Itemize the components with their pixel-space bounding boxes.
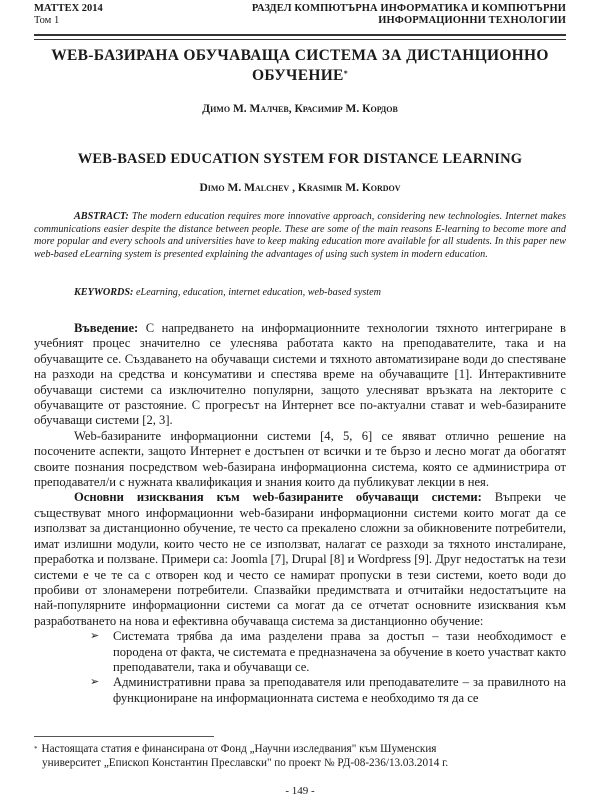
section-line-1: РАЗДЕЛ КОМПЮТЪРНА ИНФОРМАТИКА И КОМПЮТЪРНИ (251, 3, 566, 14)
requirements-heading: Основни изисквания към web-базираните обучаващи системи: (74, 490, 482, 505)
list-item: ➢ Административни права за преподавателя или преподавателите – за правилното на функциониране на информационната система е необходимо тя да се (90, 675, 566, 705)
requirements-list (34, 629, 566, 706)
footnote-mark: * (34, 745, 38, 753)
paper-page (34, 0, 566, 800)
header-journal-block (34, 3, 103, 27)
authors-bulgarian: Димо М. Малчев, Красимир М. Кордов (202, 103, 398, 115)
footnote-ref-mark[interactable]: * (343, 69, 348, 78)
paragraph-requirements: Основни изисквания към web-базираните обучаващи системи: Въпреки че съществуват много информационни web-базирани информационни системи които могат да се използват за дистанционно обучение, те често са прекалено сложни за обикновените потребители, имат излишни модули, които често не се използват, налагат се разходи за тяхното инсталиране, преработка и ползване. Примери са: Joomla [7], Drupal [8] и Wordpress [9]. Друг недостатък на тези системи е че те са с отворен код и често се намират пропуски в тези системи, което води до пробиви от злонамерени потребители. Спазвайки предимствата и отчитайки недостатъците на най-популярните информационни системи са могат да се отчетат основните изисквания към разработването на нова и ефективна обучаваща система за дистанционно обучение: (34, 490, 566, 628)
page-number: - 149 - (285, 785, 315, 797)
keywords-text: eLearning, education, internet education, web-based system (133, 287, 382, 298)
title-bg-line-1: WEB-БАЗИРАНА ОБУЧАВАЩА СИСТЕМА ЗА ДИСТАНЦИОННО (51, 47, 549, 64)
keywords-label: KEYWORDS: (74, 287, 134, 298)
arrow-bullet-icon: ➢ (90, 676, 100, 689)
paragraph-introduction: Въведение: С напредването на информационните технологии тяхното интегриране в учебният процес значително се улеснява работата както на преподавателите, така и на обучаващите се. Създаването на обучаващи системи и тяхното автоматизиране води до спестяване на разходи на средства и консумативи и спестява време на обучаващите [1]. Интерактивните обучаващи системи са изключително популярни, защото улесняват връзката на лекторите с обучаващите от разстояние. С прогресът на Интернет все по-актуални стават и web-базираните обучаващи системи [2, 3]. (34, 321, 566, 428)
footnote-line-1: * Настоящата статия е финансирана от Фонд „Научни изследвания" към Шуменския (34, 743, 437, 755)
footnote-line-2: университет „Епископ Константин Преславски" по проект № РД-08-236/13.03.2014 г. (42, 757, 449, 769)
section-line-2: ИНФОРМАЦИОННИ ТЕХНОЛОГИИ (378, 15, 566, 26)
title-bulgarian (34, 46, 566, 86)
title-english: WEB-BASED EDUCATION SYSTEM FOR DISTANCE LEARNING (77, 151, 523, 167)
authors-english: Dimo M. Malchev , Krasimir M. Kordov (199, 182, 401, 194)
journal-volume: Том 1 (34, 15, 60, 26)
abstract-text: The modern education requires more innovative approach, considering new technologies. Internet makes communications easier despite the distance between people. These are some of the main reasons E-learning to become more and more popular and every schools and universities have to keep making education more available for all students. In this paper new web-based eLearning system is presented explaining the advantages of using such system in modern education. (34, 211, 566, 260)
keywords (74, 287, 566, 300)
header-section-block (252, 3, 566, 27)
abstract-label: ABSTRACT: (74, 211, 129, 222)
paragraph-web-systems: Web-базираните информационни системи [4, 5, 6] се явяват отлично решение на посочените аспекти, защото Интернет е достъпен от всички и те бързо и лесно могат да обогатят своите познания посредством web-базирана информационна система, която се администрира от преподавател/и с нужната квалификация и знания които да публикуват лекции в нея. (34, 428, 566, 490)
arrow-bullet-icon: ➢ (90, 630, 100, 643)
list-item: ➢ Системата трябва да има разделени права за достъп – тази необходимост е породена от факта, че системата е предназначена за обучение в което участват както преподаватели, така и обучаващи се. (90, 629, 566, 674)
body-text (34, 321, 566, 706)
header-rule (34, 34, 566, 40)
journal-name: МАТТЕХ 2014 (34, 3, 103, 14)
intro-heading: Въведение: (74, 321, 139, 335)
footnote (34, 742, 566, 770)
footnote-rule (34, 736, 214, 737)
abstract (34, 211, 566, 261)
title-bg-line-2: ОБУЧЕНИЕ* (251, 67, 348, 84)
